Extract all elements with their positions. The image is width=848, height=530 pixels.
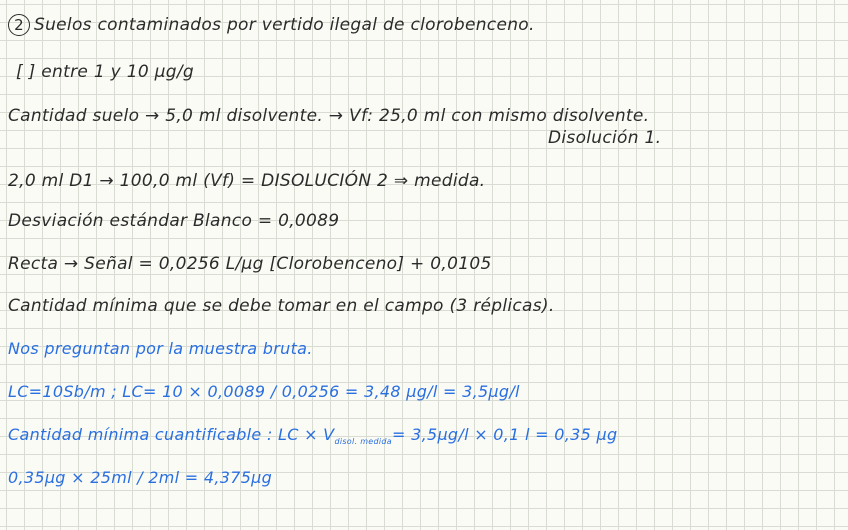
note-title: [8, 14, 535, 36]
note-line-lc-calc: LC=10Sb/m ; LC= 10 × 0,0089 / 0,0256 = 3,48 µg/l = 3,5µg/l: [8, 382, 520, 401]
problem-title-text: Suelos contaminados por vertido ilegal de clorobenceno.: [34, 15, 535, 35]
min-quant-prefix: Cantidad mínima cuantificable : LC × V: [8, 425, 335, 444]
note-line-blank-sd: Desviación estándar Blanco = 0,0089: [8, 211, 340, 231]
note-line-disolucion-1: Disolución 1.: [548, 128, 662, 148]
note-line-raw-sample: Nos preguntan por la muestra bruta.: [8, 339, 313, 358]
min-quant-result: = 3,5µg/l × 0,1 l = 0,35 µg: [392, 425, 618, 444]
note-line-dilution: 2,0 ml D1 → 100,0 ml (Vf) = DISOLUCIÓN 2 ⇒ medida.: [8, 171, 486, 191]
note-line-question: Cantidad mínima que se debe tomar en el campo (3 réplicas).: [8, 296, 555, 316]
note-line-calibration: Recta → Señal = 0,0256 L/µg [Clorobenceno] + 0,0105: [8, 254, 492, 274]
note-line-concentration: [ ] entre 1 y 10 µg/g: [16, 62, 194, 82]
note-line-extraction: Cantidad suelo → 5,0 ml disolvente. → Vf: 25,0 ml con mismo disolvente.: [8, 106, 650, 126]
note-line-min-quantifiable: [8, 427, 617, 446]
problem-number: 2: [8, 14, 30, 36]
min-quant-subscript: disol. medida: [334, 437, 393, 446]
note-line-final-result: 0,35µg × 25ml / 2ml = 4,375µg: [8, 468, 273, 487]
